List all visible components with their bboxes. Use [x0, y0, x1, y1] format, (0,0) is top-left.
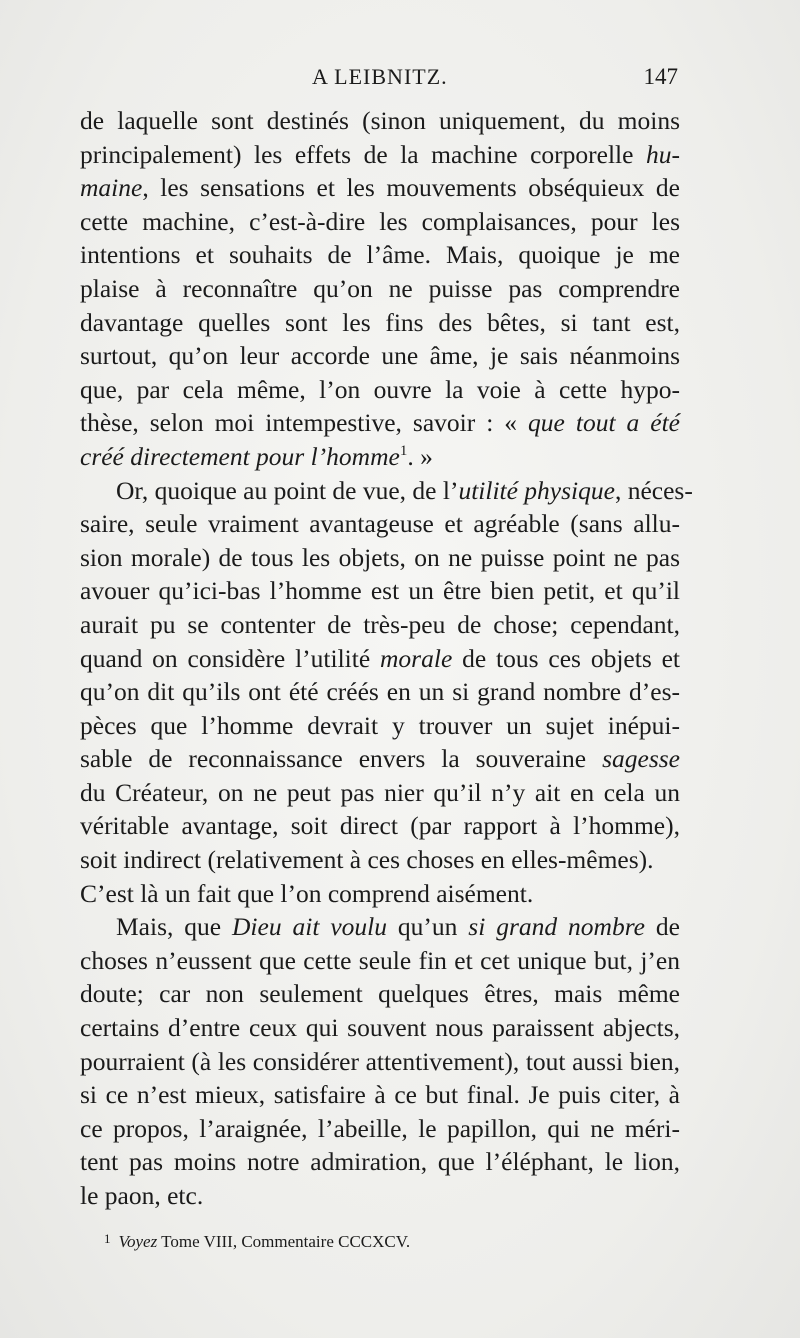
text-line: [80, 1045, 680, 1079]
italic-run: morale: [380, 643, 453, 673]
text-line: [80, 171, 680, 205]
footnote: [104, 1228, 664, 1253]
text-run: thèse, selon moi intempestive, savoir : «: [80, 408, 529, 438]
italic-run: que tout a été: [528, 408, 680, 438]
text-run: avouer qu’ici-bas l’homme est un être bien petit, et qu’il: [80, 576, 680, 606]
footnote-ref: 1: [399, 442, 408, 459]
text-run: si ce n’est mieux, satisfaire à ce but final. Je puis citer, à: [80, 1080, 680, 1110]
italic-run: maine: [80, 173, 143, 203]
text-line: [80, 608, 680, 642]
text-line: [80, 1179, 680, 1213]
footnote-voyez: Voyez: [118, 1232, 158, 1251]
text-line: [80, 642, 680, 676]
text-line: [80, 1011, 680, 1045]
text-line: [80, 843, 680, 877]
text-run: de laquelle sont destinés (sinon uniquement, du moins: [80, 106, 680, 135]
text-line: [80, 104, 680, 138]
text-line: [80, 809, 680, 843]
text-run: Mais, que: [116, 912, 233, 942]
text-line: [80, 440, 680, 474]
text-run: saire, seule vraiment avantageuse et agréable (sans allu-: [80, 509, 680, 539]
text-line: [80, 877, 680, 911]
text-line: [80, 1145, 680, 1179]
text-run: qu’un: [386, 912, 469, 942]
text-line: [80, 977, 680, 1011]
footnote-text: Tome VIII, Commentaire CCCXCV.: [157, 1232, 411, 1251]
text-line: [80, 1112, 680, 1146]
text-run: pèces que l’homme devrait y trouver un sujet inépui-: [80, 710, 680, 740]
text-run: , néces-: [614, 475, 693, 505]
text-run: de tous ces objets et: [452, 643, 680, 673]
text-run: doute; car non seulement quelques êtres, mais même: [80, 979, 680, 1009]
text-line: [80, 272, 680, 306]
text-run: intentions et souhaits de l’âme. Mais, quoique je me: [80, 240, 680, 270]
text-run: quand on considère l’utilité: [80, 643, 381, 673]
page-number: 147: [643, 64, 678, 89]
italic-run: sagesse: [602, 744, 680, 774]
text-run: tent pas moins notre admiration, que l’éléphant, le lion,: [80, 1147, 680, 1177]
running-head: A LEIBNITZ.: [312, 64, 448, 89]
text-line: [80, 507, 680, 541]
text-line: [80, 406, 680, 440]
text-line: [80, 742, 680, 776]
text-run: Or, quoique au point de vue, de l’: [116, 475, 459, 505]
text-line: [80, 306, 680, 340]
text-run: choses n’eussent que cette seule fin et cet unique but, j’en: [80, 945, 680, 975]
text-line: [80, 1078, 680, 1112]
text-run: sion morale) de tous les objets, on ne puisse point ne pas: [80, 542, 680, 572]
text-run: cette machine, c’est-à-dire les complaisances, pour les: [80, 206, 680, 236]
text-run: certains d’entre ceux qui souvent nous paraissent abjects,: [80, 1013, 680, 1043]
text-line: [80, 339, 680, 373]
text-run: ce propos, l’araignée, l’abeille, le papillon, qui ne méri-: [80, 1113, 680, 1143]
italic-run: créé directement pour l’homme: [80, 441, 400, 471]
text-run: sable de reconnaissance envers la souveraine: [80, 744, 603, 774]
text-line: [80, 474, 693, 508]
text-line: [80, 709, 680, 743]
italic-run: hu-: [646, 139, 680, 169]
text-run: , les sensations et les mouvements obséquieux de: [142, 173, 680, 203]
italic-run: utilité physique: [458, 475, 615, 505]
text-line: [80, 944, 680, 978]
text-run: C’est là un fait que l’on comprend aisément.: [80, 878, 534, 908]
footnote-mark: 1: [104, 1231, 111, 1246]
text-line: [80, 138, 680, 172]
text-run: de: [645, 912, 680, 942]
text-line: [80, 373, 680, 407]
text-run: que, par cela même, l’on ouvre la voie à cette hypo-: [80, 374, 680, 404]
text-run: aurait pu se contenter de très-peu de chose; cependant,: [80, 609, 680, 639]
text-run: davantage quelles sont les fins des bêtes, si tant est,: [80, 307, 680, 337]
text-run: plaise à reconnaître qu’on ne puisse pas comprendre: [80, 273, 680, 303]
text-run: véritable avantage, soit direct (par rapport à l’homme),: [80, 811, 680, 841]
text-run: pourraient (à les considérer attentivement), tout aussi bien,: [80, 1046, 680, 1076]
text-run: qu’on dit qu’ils ont été créés en un si grand nombre d’es-: [80, 677, 680, 707]
text-run: principalement) les effets de la machine corporelle: [80, 139, 646, 169]
text-line: [80, 238, 680, 272]
body-text: [80, 104, 693, 1213]
text-line: [80, 675, 680, 709]
text-line: [80, 574, 680, 608]
text-run: . »: [407, 441, 433, 471]
text-line: [80, 776, 680, 810]
text-run: le paon, etc.: [80, 1181, 204, 1210]
italic-run: Dieu ait voulu: [232, 912, 387, 942]
text-run: surtout, qu’on leur accorde une âme, je sais néanmoins: [80, 341, 680, 371]
page-header: [80, 62, 678, 98]
italic-run: si grand nombre: [468, 912, 646, 942]
text-run: soit indirect (relativement à ces choses en elles-mêmes).: [80, 845, 654, 875]
text-run: du Créateur, on ne peut pas nier qu’il n’y ait en cela un: [80, 777, 680, 807]
text-line: [80, 541, 680, 575]
text-line: [80, 205, 680, 239]
text-line: [80, 910, 680, 944]
